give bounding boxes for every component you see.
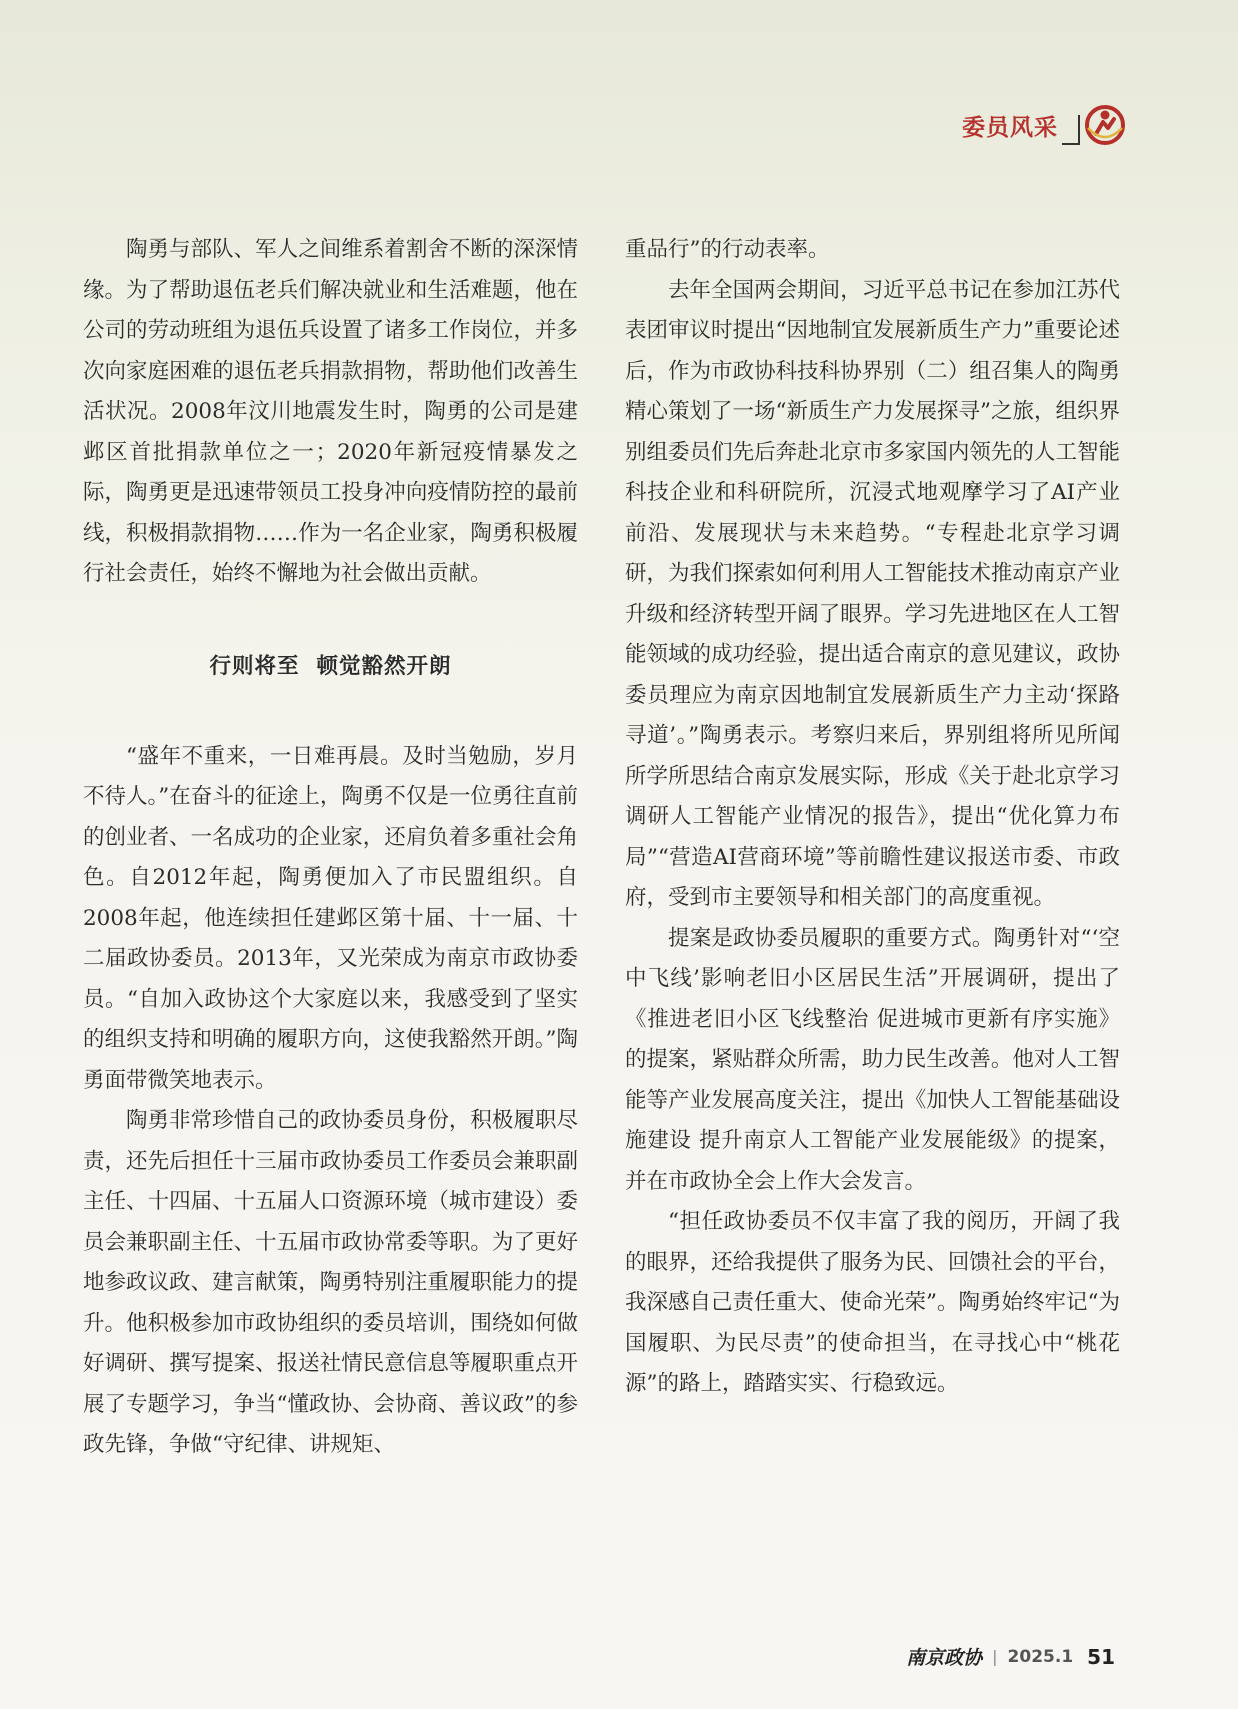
body-paragraph: 陶勇与部队、军人之间维系着割舍不断的深深情缘。为了帮助退伍老兵们解决就业和生活难题，他在公司的劳动班组为退伍兵设置了诸多工作岗位，并多次向家庭困难的退伍老兵捐款捐物，帮助他们改善生活状况。2008年汶川地震发生时，陶勇的公司是建邺区首批捐款单位之一；2020年新冠疫情暴发之际，陶勇更是迅速带领员工投身冲向疫情防控的最前线，积极捐款捐物……作为一名企业家，陶勇积极履行社会责任，始终不懈地为社会做出贡献。 xyxy=(83,237,578,586)
body-paragraph: 去年全国两会期间，习近平总书记在参加江苏代表团审议时提出“因地制宜发展新质生产力”重要论述后，作为市政协科技科协界别（二）组召集人的陶勇精心策划了一场“新质生产力发展探寻”之旅，组织界别组委员们先后奔赴北京市多家国内领先的人工智能科技企业和科研院所，沉浸式地观摩学习了AI产业前沿、发展现状与未来趋势。“专程赴北京学习调研，为我们探索如何利用人工智能技术推动南京产业升级和经济转型开阔了眼界。学习先进地区在人工智能领域的成功经验，提出适合南京的意见建议，政协委员理应为南京因地制宜发展新质生产力主动‘探路寻道’。”陶勇表示。考察归来后，界别组将所见所闻所学所思结合南京发展实际，形成《关于赴北京学习调研人工智能产业情况的报告》，提出“优化算力布局”“营造AI营商环境”等前瞻性建议报送市委、市政府，受到市主要领导和相关部门的高度重视。 xyxy=(625,277,1120,910)
footer-divider: | xyxy=(992,1647,998,1666)
publication-name: 南京政协 xyxy=(906,1647,983,1669)
section-title: 委员风采 xyxy=(962,114,1058,141)
section-bracket-decoration xyxy=(1062,115,1080,145)
body-paragraph: “担任政协委员不仅丰富了我的阅历，开阔了我的眼界，还给我提供了服务为民、回馈社会的平台，我深感自己责任重大、使命光荣”。陶勇始终牢记“为国履职、为民尽责”的使命担当，在寻找心中“桃花源”的路上，踏踏实实、行稳致远。 xyxy=(625,1209,1120,1396)
body-paragraph: 提案是政协委员履职的重要方式。陶勇针对“‘空中飞线’影响老旧小区居民生活”开展调研，提出了《推进老旧小区飞线整治 促进城市更新有序实施》的提案，紧贴群众所需，助力民生改善。他对人工智能等产业发展高度关注，提出《加快人工智能基础设施建设 提升南京人工智能产业发展能级》的提案，并在市政协全会上作大会发言。 xyxy=(625,925,1120,1194)
issue-number: 2025.1 xyxy=(1007,1646,1074,1667)
left-column xyxy=(83,230,578,1466)
body-paragraph: “盛年不重来，一日难再晨。及时当勉励，岁月不待人。”在奋斗的征途上，陶勇不仅是一位勇往直前的创业者、一名成功的企业家，还肩负着多重社会角色。自2012年起，陶勇便加入了市民盟组织。自2008年起，他连续担任建邺区第十届、十一届、十二届政协委员。2013年，又光荣成为南京市政协委员。“自加入政协这个大家庭以来，我感受到了坚实的组织支持和明确的履职方向，这使我豁然开朗。”陶勇面带微笑地表示。 xyxy=(83,743,578,1093)
committee-member-logo-icon xyxy=(1084,104,1126,146)
page-footer xyxy=(906,1643,1115,1670)
body-paragraph: 陶勇非常珍惜自己的政协委员身份，积极履职尽责，还先后担任十三届市政协委员工作委员会兼职副主任、十四届、十五届人口资源环境（城市建设）委员会兼职副主任、十五届市政协常委等职。为了更好地参政议政、建言献策，陶勇特别注重履职能力的提升。他积极参加市政协组织的委员培训，围绕如何做好调研、撰写提案、报送社情民意信息等履职重点开展了专题学习，争当“懂政协、会协商、善议政”的参政先锋，争做“守纪律、讲规矩、 xyxy=(83,1108,578,1457)
body-paragraph-continued: 重品行”的行动表率。 xyxy=(625,237,830,262)
subheading: 行则将至 顿觉豁然开朗 xyxy=(209,653,452,679)
section-header xyxy=(962,102,1126,148)
right-column xyxy=(625,230,1120,1405)
page-number: 51 xyxy=(1087,1644,1115,1669)
